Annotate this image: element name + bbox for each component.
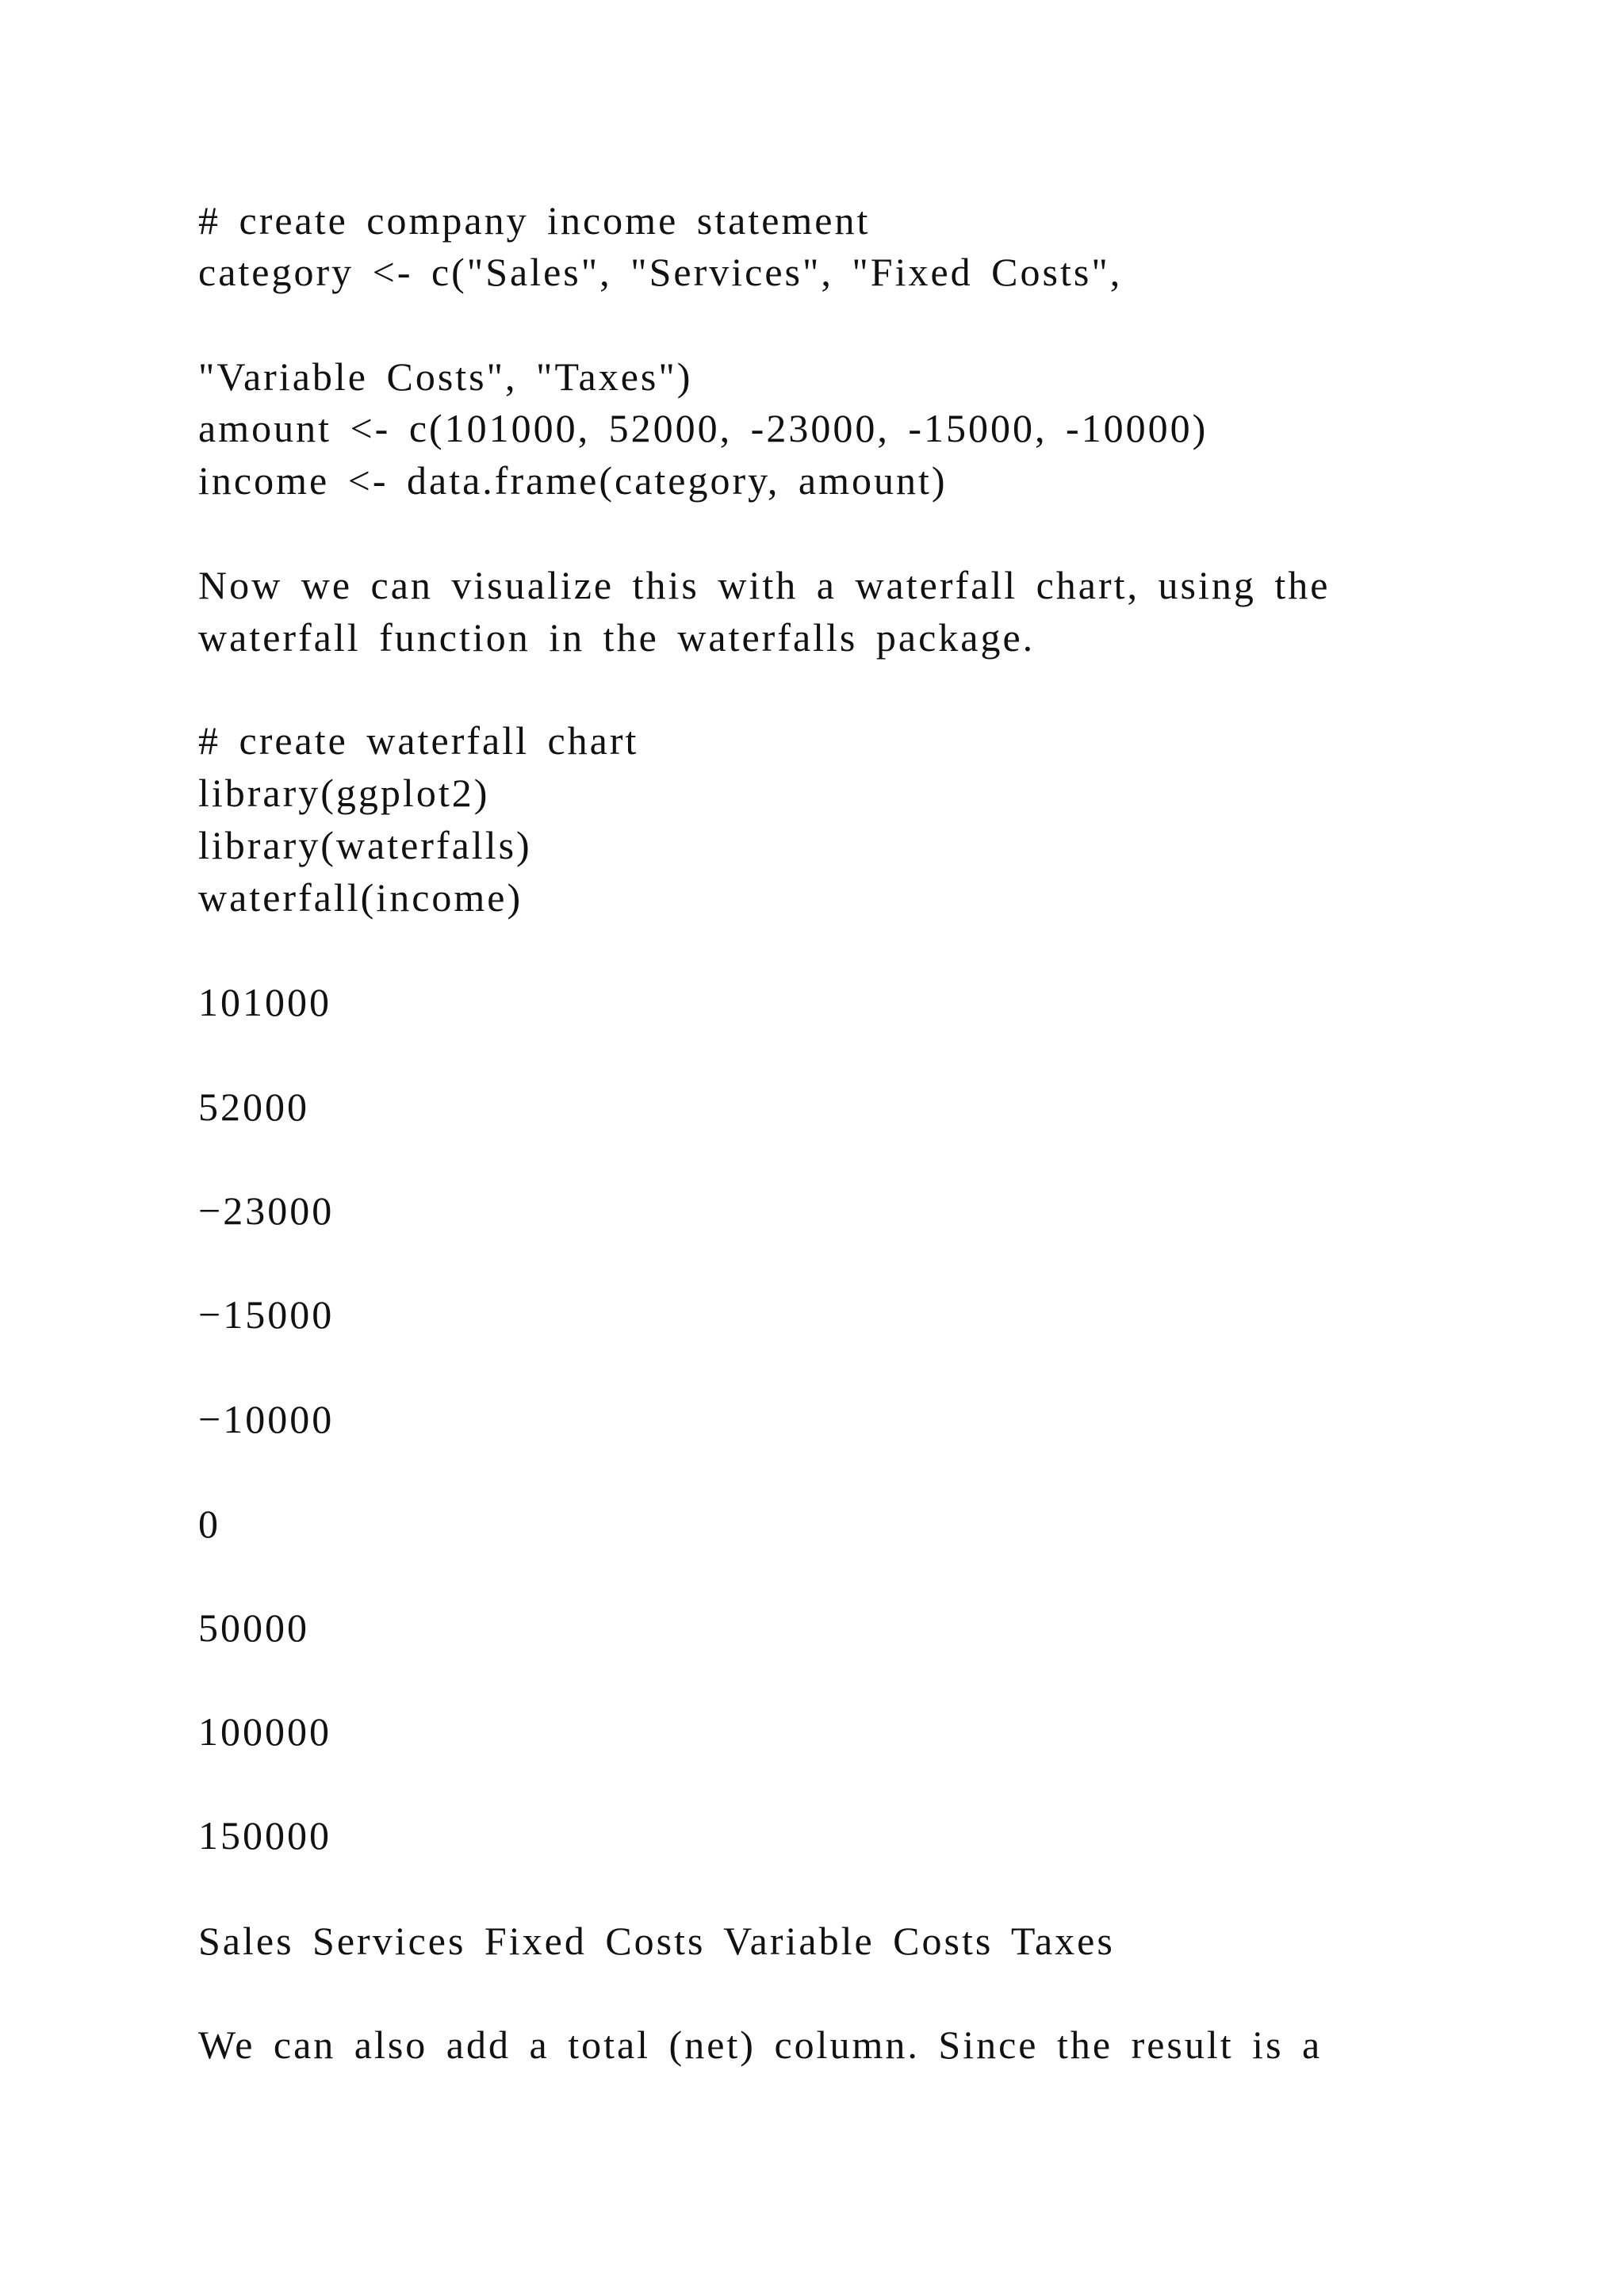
data-label: −10000 xyxy=(198,1397,335,1441)
code-library-ggplot2: library(ggplot2) xyxy=(198,771,490,815)
code-waterfall-call: waterfall(income) xyxy=(198,875,523,920)
code-category-cont: "Variable Costs", "Taxes") xyxy=(198,354,693,399)
data-label: 52000 xyxy=(198,1085,309,1129)
paragraph-line: We can also add a total (net) column. Since the result is a xyxy=(198,2022,1323,2067)
data-label: −23000 xyxy=(198,1188,335,1233)
code-library-waterfalls: library(waterfalls) xyxy=(198,823,532,867)
data-label: −15000 xyxy=(198,1292,335,1337)
code-comment-income: # create company income statement xyxy=(198,198,871,243)
code-income-line: income <- data.frame(category, amount) xyxy=(198,458,948,503)
axis-tick-label: 150000 xyxy=(198,1813,331,1858)
code-amount-line: amount <- c(101000, 52000, -23000, -15000, -10000) xyxy=(198,406,1208,450)
code-comment-waterfall: # create waterfall chart xyxy=(198,718,639,763)
category-labels: Sales Services Fixed Costs Variable Costs Taxes xyxy=(198,1919,1115,1963)
paragraph-line: Now we can visualize this with a waterfall chart, using the xyxy=(198,563,1331,607)
axis-tick-label: 0 xyxy=(198,1502,220,1546)
paragraph-line: waterfall function in the waterfalls package. xyxy=(198,615,1036,660)
axis-tick-label: 50000 xyxy=(198,1605,309,1650)
data-label: 101000 xyxy=(198,980,331,1024)
code-category-line: category <- c("Sales", "Services", "Fixed Costs", xyxy=(198,250,1123,294)
axis-tick-label: 100000 xyxy=(198,1709,331,1754)
